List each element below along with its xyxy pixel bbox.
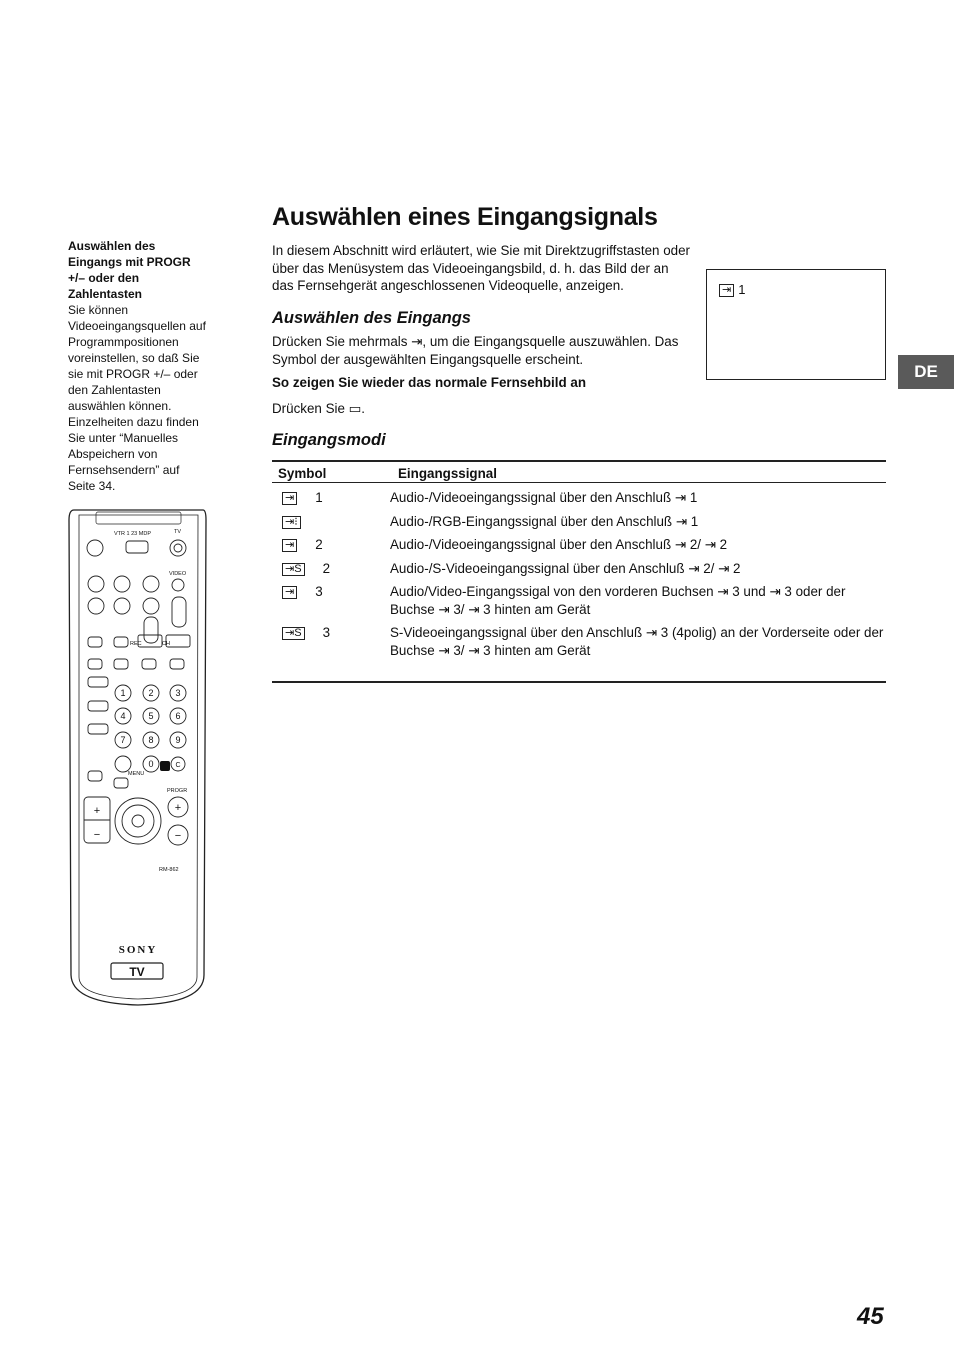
remote-label-tv: TV: [174, 529, 182, 535]
remote-label-vtr: VTR 1 23 MDP: [114, 531, 151, 537]
remote-label-progr: PROGR: [167, 788, 188, 794]
symbol-cell: ⇥ 1: [272, 483, 390, 507]
symbol-cell: ⇥S 3: [272, 618, 390, 682]
symbol-cell: ⇥ 3: [272, 577, 390, 618]
page-title: Auswählen eines Eingangsignals: [272, 203, 658, 231]
av-input-icon: ⇥: [282, 539, 297, 552]
av-input-icon: ⇥: [282, 586, 297, 599]
section-heading-input: Auswählen des Eingangs: [272, 309, 471, 327]
signal-cell: Audio-/S-Videoeingangssignal über den Anschluß ⇥ 2/ ⇥ 2: [390, 560, 741, 576]
svg-text:1: 1: [120, 688, 126, 698]
section-heading-modes: Eingangsmodi: [272, 431, 386, 449]
table-row: [272, 507, 886, 531]
signal-cell: Audio/Video-Eingangssigal von den vorderen Buchsen ⇥ 3 und ⇥ 3 oder der Buchse ⇥ 3/ ⇥ 3 hinten am Gerät: [390, 584, 846, 617]
sidebar-heading: Auswählen des Eingangs mit PROGR +/– oder den Zahlentasten: [68, 239, 191, 301]
signal-cell: Audio-/Videoeingangssignal über den Anschluß ⇥ 1: [390, 490, 698, 505]
svg-text:0: 0: [148, 759, 154, 769]
language-tab: DE: [898, 355, 954, 389]
table-row: [272, 530, 886, 554]
signal-cell: S-Videoeingangssignal über den Anschluß ⇥ 3 (4polig) an der Vorderseite oder der Buchse ⇥ 3/ ⇥ 3 hinten am Gerät: [390, 618, 886, 682]
symbol-cell: ⇥ 2: [272, 530, 390, 554]
tv-screen-illustration: [706, 269, 886, 380]
remote-label-rec: REC: [130, 641, 142, 647]
table-row: [272, 483, 886, 507]
s-video-input-icon: ⇥S: [282, 563, 305, 576]
svg-text:+: +: [93, 805, 101, 817]
screen-input-symbol: [719, 282, 745, 297]
screen-input-number: 1: [738, 282, 746, 297]
svg-text:3: 3: [175, 688, 181, 698]
s-video-input-icon: ⇥S: [282, 627, 305, 640]
table-row: [272, 554, 886, 578]
svg-text:+: +: [174, 802, 182, 814]
svg-text:7: 7: [120, 735, 126, 745]
svg-text:4: 4: [120, 711, 126, 721]
normal-picture-text: Drücken Sie ▭.: [272, 401, 366, 416]
svg-text:8: 8: [148, 735, 154, 745]
remote-label-menu: MENU: [128, 771, 145, 777]
svg-text:−: −: [174, 830, 182, 842]
remote-control-illustration: [66, 505, 211, 1010]
signal-cell: Audio-/RGB-Eingangssignal über den Anschluß ⇥ 1: [390, 513, 699, 529]
svg-text:−: −: [93, 829, 101, 841]
symbol-cell: ⇥S 2: [272, 554, 390, 578]
remote-tv-badge: TV: [129, 965, 145, 979]
svg-text:6: 6: [175, 711, 181, 721]
remote-label-ch: CH: [162, 641, 170, 647]
intro-text: In diesem Abschnitt wird erläutert, wie Sie mit Direktzugriffstasten oder über das Menüsystem das Videoeingangsbild, d. h. das Bild der an das Fernsehgerät angeschlossenen Videoquelle, anzeigen.: [272, 243, 691, 293]
col-signal: Eingangssignal: [390, 461, 886, 483]
svg-text:9: 9: [175, 735, 181, 745]
table-row: [272, 577, 886, 618]
svg-text:2: 2: [148, 688, 154, 698]
svg-text:5: 5: [148, 711, 154, 721]
table-row: [272, 618, 886, 682]
col-symbol: Symbol: [272, 461, 390, 483]
sidebar-body: Sie können Videoeingangsquellen auf Programmpositionen voreinstellen, so daß Sie sie mit PROGR +/– oder den Zahlentasten auswählen können. Einzelheiten dazu finden Sie unter “Manuelles Abspeichern von Fernsehsendern” auf Seite 34.: [68, 303, 206, 493]
page-number: 45: [857, 1303, 884, 1330]
input-modes-table: [272, 460, 886, 683]
input-icon: ⇥: [719, 284, 734, 297]
sidebar-note: [68, 238, 208, 494]
rgb-input-icon: ⇥⁝: [282, 516, 301, 529]
input-instructions: Drücken Sie mehrmals ⇥, um die Eingangsquelle auszuwählen. Das Symbol der ausgewählten Eingangsquelle erscheint.: [272, 334, 679, 367]
normal-picture-heading: So zeigen Sie wieder das normale Fernsehbild an: [272, 375, 587, 390]
remote-model: RM-862: [159, 867, 179, 873]
signal-cell: Audio-/Videoeingangssignal über den Anschluß ⇥ 2/ ⇥ 2: [390, 537, 728, 552]
av-input-icon: ⇥: [282, 492, 297, 505]
symbol-cell: [272, 507, 390, 531]
remote-label-video: VIDEO: [169, 571, 187, 577]
svg-text:C: C: [175, 762, 181, 769]
remote-brand-logo: SONY: [118, 944, 158, 956]
